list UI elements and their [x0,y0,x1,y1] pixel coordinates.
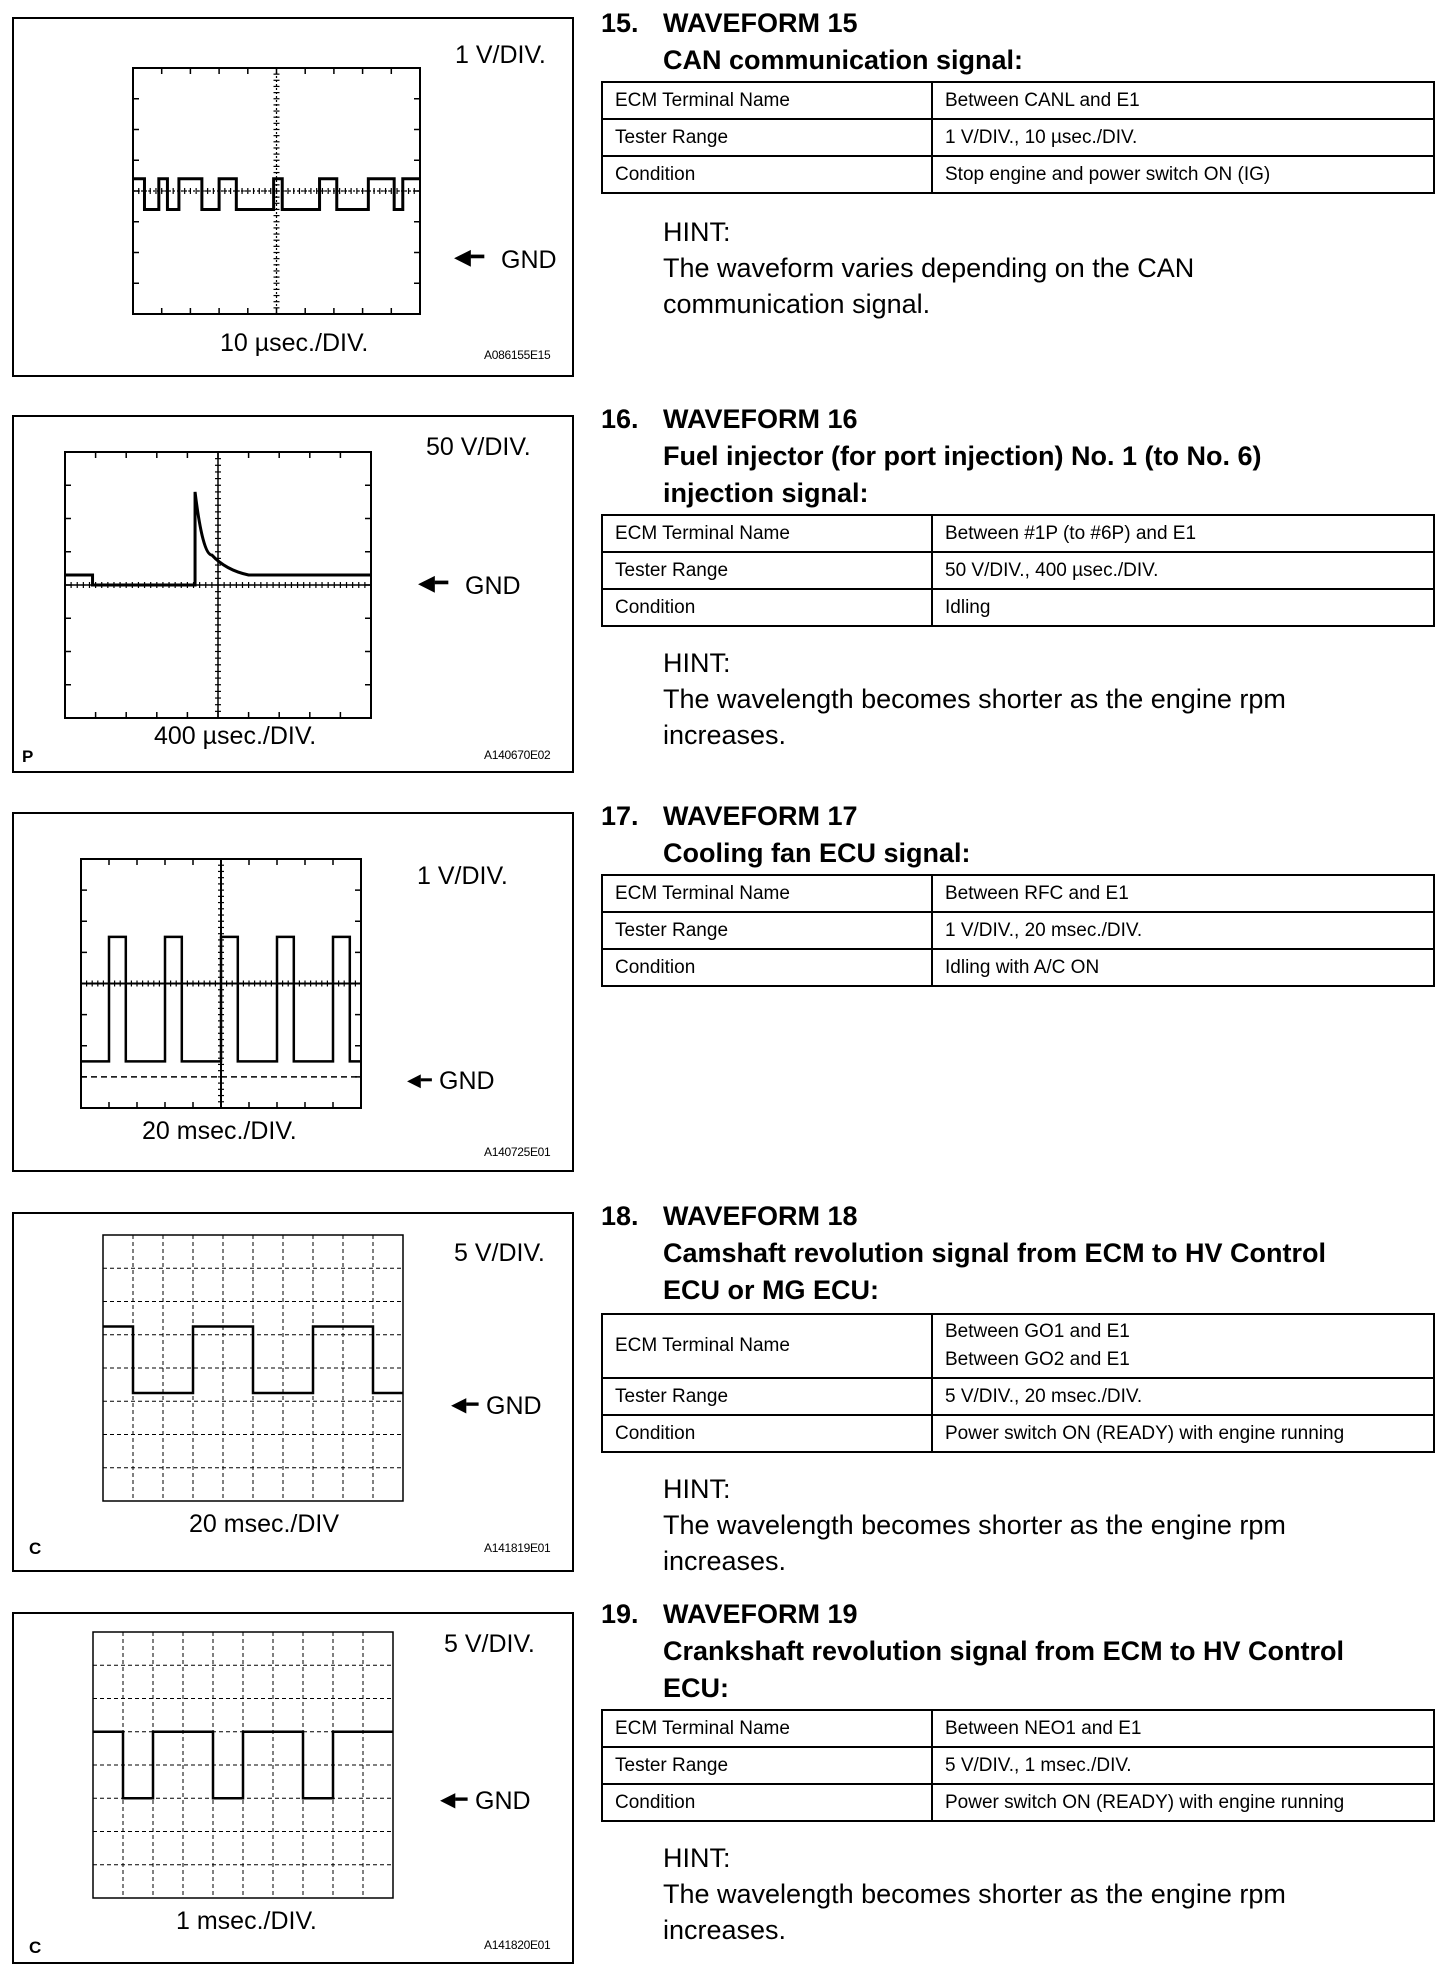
section-title [601,401,1435,512]
time-per-div-label: 10 µsec./DIV. [220,329,369,357]
table-row [602,1314,1434,1378]
table-row [602,949,1434,986]
figure-corner-mark: C [29,1938,42,1957]
figure-corner-mark: C [29,1539,42,1558]
section-waveform-15 [601,5,1435,322]
gnd-arrow-icon: ◀━ [418,570,449,595]
row-value: Idling [932,589,1434,626]
table-row [602,119,1434,156]
gnd-label: GND [465,572,521,600]
time-per-div-label: 20 msec./DIV [189,1510,340,1538]
section-heading: WAVEFORM 19 [663,1599,858,1629]
figure-waveform-17 [12,812,574,1172]
figure-code: A141819E01 [484,1541,551,1555]
table-row [602,875,1434,912]
section-subtitle: Crankshaft revolution signal from ECM to HV Control [663,1636,1345,1666]
figure-code: A140670E02 [484,748,551,762]
gnd-arrow-icon: ◀━ [451,1394,479,1416]
row-value: Power switch ON (READY) with engine running [932,1784,1434,1821]
row-label: ECM Terminal Name [602,515,932,552]
row-value: Between CANL and E1 [932,82,1434,119]
section-subtitle: Fuel injector (for port injection) No. 1 (to No. 6) [663,441,1262,471]
table-row [602,589,1434,626]
row-value: 5 V/DIV., 20 msec./DIV. [932,1378,1434,1415]
gnd-arrow-icon: ◀━ [407,1070,432,1090]
volts-per-div-label: 1 V/DIV. [417,862,508,890]
row-value: Power switch ON (READY) with engine running [932,1415,1434,1452]
row-value: 1 V/DIV., 20 msec./DIV. [932,912,1434,949]
section-heading: WAVEFORM 15 [663,8,858,38]
hint-text-line: increases. [663,720,787,750]
figure-code: A140725E01 [484,1145,551,1159]
section-waveform-18 [601,1198,1435,1579]
section-waveform-16 [601,401,1435,753]
hint-label: HINT: [663,648,731,678]
row-label: Tester Range [602,912,932,949]
waveform-trace [103,1326,403,1393]
row-label: Tester Range [602,552,932,589]
section-title [601,1198,1435,1309]
section-title [601,798,1435,872]
spec-table [601,81,1435,194]
section-heading: WAVEFORM 18 [663,1201,858,1231]
row-value: Between NEO1 and E1 [932,1710,1434,1747]
gnd-arrow-icon: ◀━ [454,244,485,269]
gnd-label: GND [439,1067,495,1095]
row-label: Condition [602,1784,932,1821]
row-label: ECM Terminal Name [602,875,932,912]
section-number: 19. [601,1599,639,1629]
volts-per-div-label: 1 V/DIV. [455,41,546,69]
hint-block [601,214,1435,322]
row-value: Between #1P (to #6P) and E1 [932,515,1434,552]
table-row [602,1747,1434,1784]
volts-per-div-label: 5 V/DIV. [444,1630,535,1658]
table-row [602,515,1434,552]
hint-text-line: The waveform varies depending on the CAN [663,253,1195,283]
figure-code: A141820E01 [484,1938,551,1952]
time-per-div-label: 400 µsec./DIV. [154,722,317,750]
row-label: Condition [602,156,932,193]
figure-waveform-18 [12,1212,574,1572]
section-number: 15. [601,8,639,38]
figure-waveform-19 [12,1612,574,1964]
row-label: Tester Range [602,1747,932,1784]
section-title [601,1596,1435,1707]
row-value: Idling with A/C ON [932,949,1434,986]
section-subtitle: ECU: [663,1673,729,1703]
hint-text-line: The wavelength becomes shorter as the engine rpm [663,1879,1286,1909]
section-heading: WAVEFORM 17 [663,801,858,831]
section-heading: WAVEFORM 16 [663,404,858,434]
figure-waveform-15 [12,17,574,377]
row-value-line: Between GO2 and E1 [945,1349,1130,1370]
hint-text-line: increases. [663,1546,787,1576]
section-subtitle: ECU or MG ECU: [663,1275,879,1305]
row-label: ECM Terminal Name [602,82,932,119]
row-value [932,1314,1434,1378]
section-subtitle: Cooling fan ECU signal: [663,838,971,868]
row-value-line: Between GO1 and E1 [945,1321,1130,1342]
section-waveform-17 [601,798,1435,987]
section-subtitle: Camshaft revolution signal from ECM to HV Control [663,1238,1327,1268]
hint-block [601,645,1435,753]
section-number: 18. [601,1201,639,1231]
table-row [602,1710,1434,1747]
row-label: Tester Range [602,1378,932,1415]
row-value: Stop engine and power switch ON (IG) [932,156,1434,193]
table-row [602,1415,1434,1452]
section-number: 16. [601,404,639,434]
hint-text-line: communication signal. [663,289,931,319]
hint-label: HINT: [663,1843,731,1873]
time-per-div-label: 20 msec./DIV. [142,1117,297,1145]
gnd-label: GND [475,1787,531,1815]
spec-table [601,874,1435,987]
figure-code: A086155E15 [484,348,551,362]
section-subtitle: CAN communication signal: [663,45,1024,75]
row-label: Condition [602,589,932,626]
table-row [602,912,1434,949]
row-label: Condition [602,949,932,986]
table-row [602,1784,1434,1821]
row-value: 50 V/DIV., 400 µsec./DIV. [932,552,1434,589]
row-label: ECM Terminal Name [602,1710,932,1747]
spec-table [601,1313,1435,1453]
hint-block [601,1471,1435,1579]
gnd-label: GND [486,1392,542,1420]
gnd-arrow-icon: ◀━ [440,1789,468,1811]
row-value: 1 V/DIV., 10 µsec./DIV. [932,119,1434,156]
hint-block [601,1840,1435,1948]
table-row [602,1378,1434,1415]
figure-corner-mark: P [22,747,34,766]
volts-per-div-label: 50 V/DIV. [426,433,531,461]
hint-label: HINT: [663,1474,731,1504]
section-number: 17. [601,801,639,831]
spec-table [601,1709,1435,1822]
section-waveform-19 [601,1596,1435,1948]
table-row [602,552,1434,589]
gnd-label: GND [501,246,557,274]
scope-grid-15 [14,19,576,379]
table-row [602,156,1434,193]
row-value: 5 V/DIV., 1 msec./DIV. [932,1747,1434,1784]
hint-text-line: The wavelength becomes shorter as the engine rpm [663,684,1286,714]
section-subtitle: injection signal: [663,478,869,508]
row-label: ECM Terminal Name [602,1314,932,1378]
spec-table [601,514,1435,627]
row-label: Tester Range [602,119,932,156]
section-title [601,5,1435,79]
waveform-trace [81,937,361,1062]
hint-text-line: The wavelength becomes shorter as the engine rpm [663,1510,1286,1540]
hint-text-line: increases. [663,1915,787,1945]
figure-waveform-16 [12,415,574,773]
row-value: Between RFC and E1 [932,875,1434,912]
volts-per-div-label: 5 V/DIV. [454,1239,545,1267]
time-per-div-label: 1 msec./DIV. [176,1907,317,1935]
table-row [602,82,1434,119]
hint-label: HINT: [663,217,731,247]
row-label: Condition [602,1415,932,1452]
